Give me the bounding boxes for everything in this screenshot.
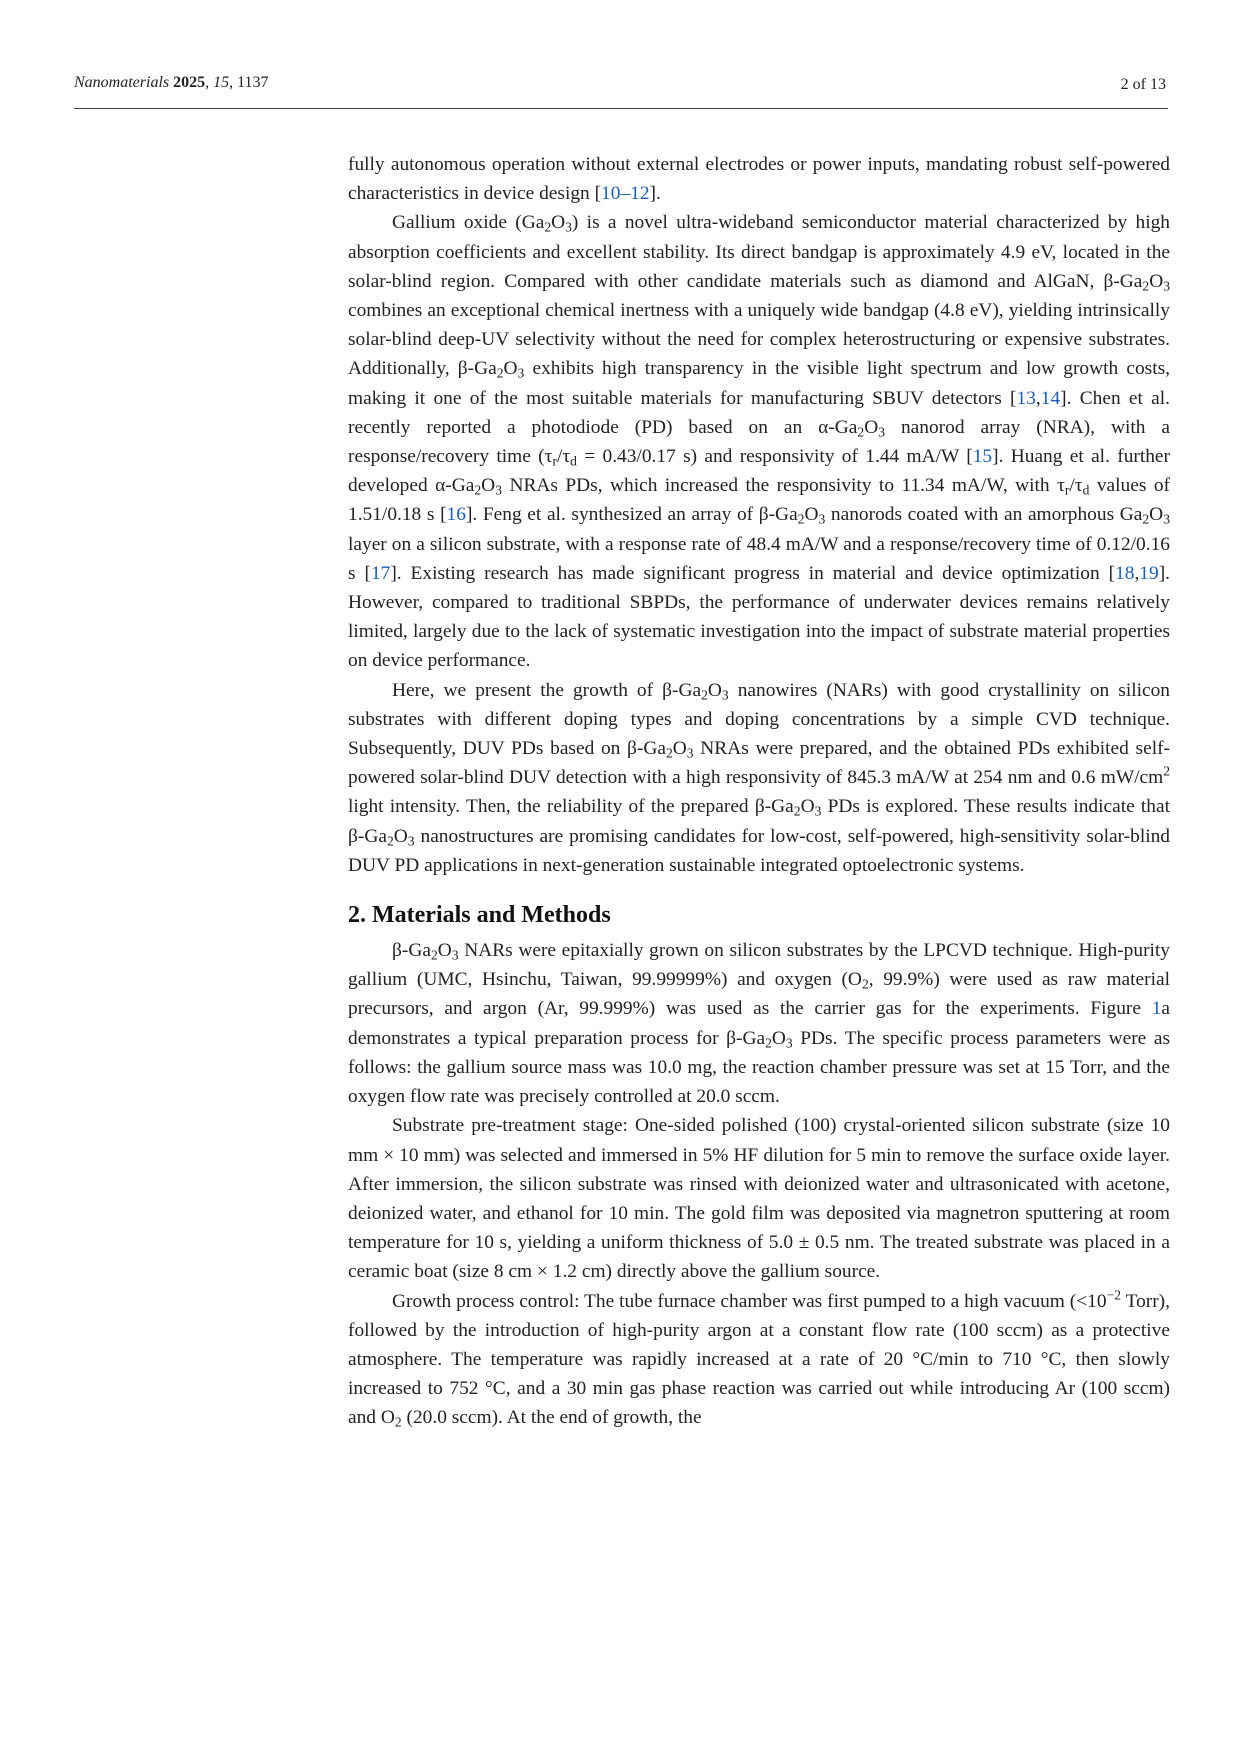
journal-name: Nanomaterials bbox=[74, 74, 170, 91]
ref-link-13[interactable]: 13 bbox=[1016, 387, 1036, 409]
ref-link-15[interactable]: 15 bbox=[972, 446, 993, 468]
article-number: 1137 bbox=[237, 74, 269, 91]
journal-volume: 15 bbox=[213, 74, 230, 91]
figure-link-1[interactable]: 1 bbox=[1151, 998, 1162, 1020]
paragraph-present-work: Here, we present the growth of $\beta-Ga_2O_3$ nanowires (NARs) with good crystallinity on silicon substrates with different doping types and doping concentrations by a simple CVD technique. Subsequently, DUV PDs based on $\beta-Ga_2O_3$ NRAs were prepared, and the obtained PDs exhibited self-powered solar-blind DUV detection with a high responsivity of 845.3 mA/W at 254 nm and 0.6 $mW/cm^2$ light intensity. Then, the reliability of the prepared $\beta-Ga_2O_3$ PDs is explored. These results indicate that $\beta-Ga_2O_3$ nanostructures are promising candidates for low-cost, self-powered, high-sensitivity solar-blind DUV PD applications in next-generation sustainable integrated optoelectronic systems. bbox=[348, 679, 1170, 876]
paragraph-growth-process: Growth process control: The tube furnace chamber was first pumped to a high vacuum ($<10^{-2}$ Torr), followed by the introduction of high-purity argon at a constant flow rate (100 sccm) as a protective atmosphere. The temperature was rapidly increased at a rate of 20 °C/min to 710 °C, then slowly increased to 752 °C, and a 30 min gas phase reaction was carried out while introducing Ar (100 sccm) and $O_2$ (20.0 sccm). At the end of growth, the bbox=[348, 1287, 1170, 1430]
page-header bbox=[74, 72, 1168, 109]
ref-link-10-12[interactable]: 10–12 bbox=[601, 183, 650, 205]
ref-link-17[interactable]: 17 bbox=[370, 562, 391, 584]
ref-link-18[interactable]: 18 bbox=[1115, 562, 1135, 584]
article-body bbox=[348, 150, 1170, 1433]
ref-link-14[interactable]: 14 bbox=[1040, 387, 1061, 409]
ref-link-16[interactable]: 16 bbox=[446, 504, 466, 526]
ref-link-19[interactable]: 19 bbox=[1139, 562, 1159, 584]
paragraph-gallium-oxide: Gallium oxide $(Ga_2O_3)$ is a novel ultra-wideband semiconductor material characterized by high absorption coefficients and excellent stability. Its direct bandgap is approximately 4.9 eV, located in the solar-blind region. Compared with other candidate materials such as diamond and AlGaN, $\beta-Ga_2O_3$ combines an exceptional chemical inertness with a uniquely wide bandgap (4.8 eV), yielding intrinsically solar-blind deep-UV selectivity without the need for complex heterostructuring or expensive substrates. Additionally, $\beta-Ga_2O_3$ exhibits high transparency in the visible light spectrum and low growth costs, making it one of the most suitable materials for manufacturing SBUV detectors [13,14]. Chen et al. recently reported a photodiode (PD) based on an $\alpha-Ga_2O_3$ nanorod array (NRA), with a response/recovery time ($\tau_r/\tau_d = 0.43/0.17$ s) and responsivity of 1.44 mA/W [15]. Huang et al. further developed $\alpha-Ga_2O_3$ NRAs PDs, which increased the responsivity to 11.34 mA/W, with $\tau_r/\tau_d$ values of 1.51/0.18 s [16]. Feng et al. synthesized an array of $\beta-Ga_2O_3$ nanorods coated with an amorphous $Ga_2O_3$ layer on a silicon substrate, with a response rate of 48.4 mA/W and a response/recovery time of 0.12/0.16 s [17]. Existing research has made significant progress in material and device optimization [18,19]. However, compared to traditional SBPDs, the performance of underwater devices remains relatively limited, largely due to the lack of systematic investigation into the impact of substrate material properties on device performance. bbox=[348, 212, 1170, 672]
page-number: 2 of 13 bbox=[1120, 76, 1166, 93]
citation-line: Nanomaterials 2025, 15, 1137 bbox=[74, 74, 269, 91]
paragraph-growth-overview: $\beta-Ga_2O_3$ NARs were epitaxially grown on silicon substrates by the LPCVD technique. High-purity gallium (UMC, Hsinchu, Taiwan, 99.99999%) and oxygen ($O_2$, 99.9%) were used as raw material precursors, and argon (Ar, 99.999%) was used as the carrier gas for the experiments. Figure 1a demonstrates a typical preparation process for $\beta-Ga_2O_3$ PDs. The specific process parameters were as follows: the gallium source mass was 10.0 mg, the reaction chamber pressure was set at 15 Torr, and the oxygen flow rate was precisely controlled at 20.0 sccm. bbox=[348, 940, 1171, 1108]
journal-year: 2025 bbox=[173, 74, 206, 91]
paragraph-substrate-pretreatment: Substrate pre-treatment stage: One-sided polished (100) crystal-oriented silicon substrate (size 10 mm × 10 mm) was selected and immersed in 5% HF dilution for 5 min to remove the surface oxide layer. After immersion, the silicon substrate was rinsed with deionized water and ultrasonicated with acetone, deionized water, and ethanol for 10 min. The gold film was deposited via magnetron sputtering at room temperature for 10 s, yielding a uniform thickness of 5.0 ± 0.5 nm. The treated substrate was placed in a ceramic boat (size 8 cm × 1.2 cm) directly above the gallium source. bbox=[348, 1115, 1170, 1283]
section-heading-materials-methods: 2. Materials and Methods bbox=[348, 902, 611, 929]
paragraph-intro-continued: fully autonomous operation without external electrodes or power inputs, mandating robust self-powered characteristics in device design [10–12]. bbox=[348, 154, 1170, 205]
